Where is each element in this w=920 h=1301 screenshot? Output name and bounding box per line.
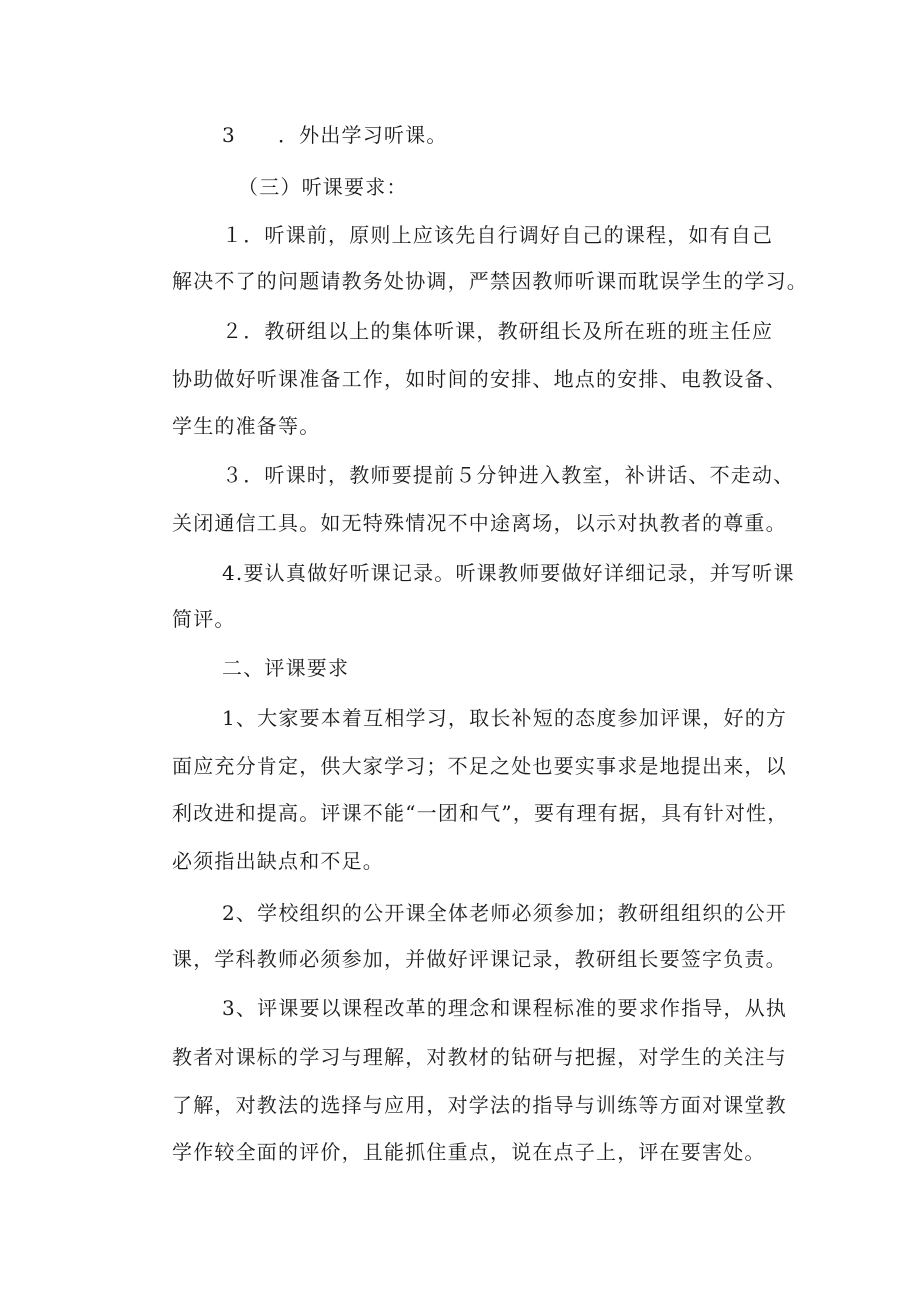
eval-1-line-2: 面应充分肯定，供大家学习；不足之处也要实事求是地提出来，以 xyxy=(172,754,787,778)
req-2-line-1: ２．教研组以上的集体听课，教研组长及所在班的班主任应 xyxy=(222,319,774,343)
eval-3-line-2: 教者对课标的学习与理解，对教材的钻研与把握，对学生的关注与 xyxy=(172,1045,787,1069)
req-3-line-2: 关闭通信工具。如无特殊情况不中途离场，以示对执教者的尊重。 xyxy=(172,511,787,535)
req-2-line-2: 协助做好听课准备工作，如时间的安排、地点的安排、电教设备、 xyxy=(172,367,787,391)
eval-2-line-2: 课，学科教师必须参加，并做好评课记录，教研组长要签字负责。 xyxy=(172,947,787,971)
item-3-text: ．外出学习听课。 xyxy=(277,123,448,147)
req-1-line-2: 解决不了的问题请教务处协调，严禁因教师听课而耽误学生的学习。 xyxy=(172,269,808,293)
part-2-heading: 二、评课要求 xyxy=(222,656,350,680)
eval-1-line-1: 1、大家要本着互相学习，取长补短的态度参加评课，好的方 xyxy=(222,706,788,730)
eval-1-line-3: 利改进和提高。评课不能“一团和气”，要有理有据，具有针对性， xyxy=(172,801,789,825)
eval-1-line-4: 必须指出缺点和不足。 xyxy=(172,849,384,873)
eval-3-line-1: 3、评课要以课程改革的理念和课程标准的要求作指导，从执 xyxy=(222,996,788,1020)
eval-3-line-4: 学作较全面的评价，且能抓住重点，说在点子上，评在要害处。 xyxy=(172,1140,766,1164)
req-1-line-1: １．听课前，原则上应该先自行调好自己的课程，如有自己 xyxy=(222,223,774,247)
eval-2-line-1: 2、学校组织的公开课全体老师必须参加；教研组组织的公开 xyxy=(222,901,788,925)
eval-3-line-3: 了解，对教法的选择与应用，对学法的指导与训练等方面对课堂教 xyxy=(172,1093,787,1117)
req-2-line-3: 学生的准备等。 xyxy=(172,414,321,438)
item-3-line xyxy=(222,122,448,148)
req-4-line-2: 简评。 xyxy=(172,607,236,631)
req-3-line-1: ３．听课时，教师要提前５分钟进入教室，补讲话、不走动、 xyxy=(222,463,795,487)
section-3-heading: （三）听课要求： xyxy=(238,175,408,199)
item-3-number: 3 xyxy=(222,123,236,147)
req-4-line-1: 4.要认真做好听课记录。听课教师要做好详细记录，并写听课 xyxy=(222,561,795,585)
